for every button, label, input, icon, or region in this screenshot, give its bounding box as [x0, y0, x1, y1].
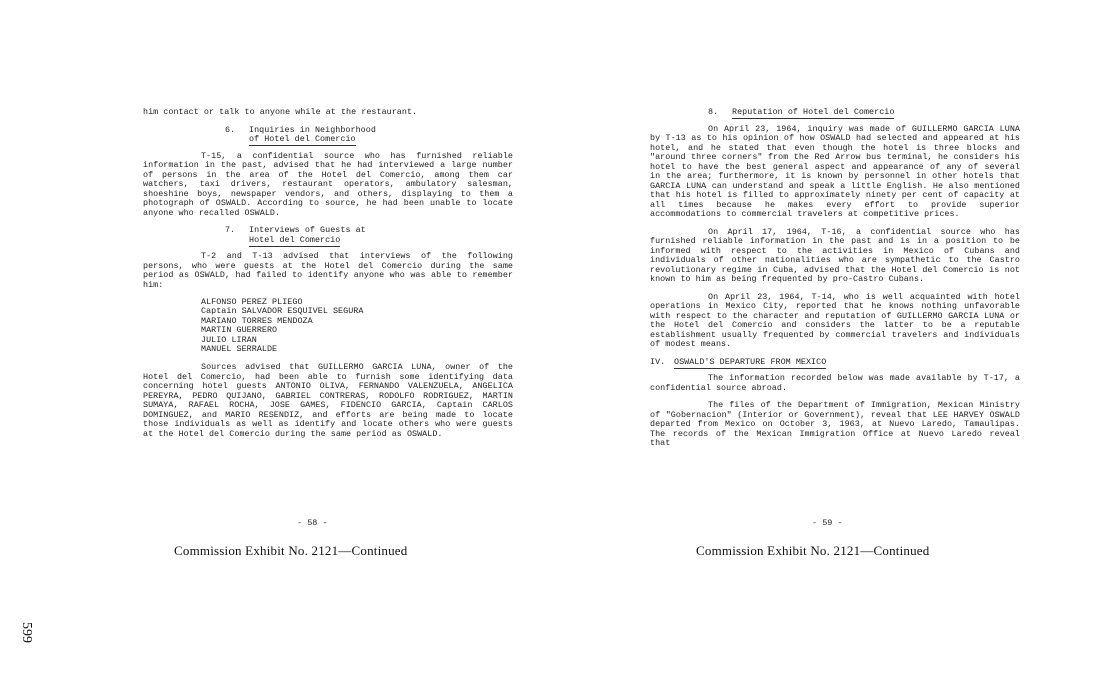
- section-8-title: Reputation of Hotel del Comercio: [732, 107, 895, 117]
- guest-name: JULIO LIRAN: [201, 334, 257, 345]
- volume-page-number: 599: [19, 622, 34, 643]
- section-6-title-line2: of Hotel del Comercio: [249, 134, 356, 144]
- paragraph-t15: T-15, a confidential source who has furnished reliable information in the past, advised that he had interviewed a large number of persons in the area of the Hotel del Comercio, among them car watchers, taxi drivers, restaurant operators, ambulatory salesman, shoeshine boys, newspaper vendors, and others, displaying to them a photograph of OSWALD. According to source, he had been unable to locate anyone who recalled OSWALD.: [143, 150, 513, 218]
- left-page: [143, 108, 513, 447]
- section-6-number: 6.: [225, 124, 236, 135]
- paragraph-april23-t13: On April 23, 1964, inquiry was made of GUILLERMO GARCIA LUNA by T-13 as to his opinion of how OSWALD had selected and appeared at his hotel, and he stated that even though the hotel is three blocks and "around three corners" from the Red Arrow bus terminal, he considers his hotel to have the best general aspect and appearance of any of several in the area; furthermore, it is known by personnel in other hotels that GARCIA LUNA can understand and speak a little English. He also mentioned that his hotel is filled to approximately ninety per cent of capacity at all times because he makes every effort to provide superior accommodations to commercial travelers at competitive prices.: [650, 123, 1020, 219]
- right-page: [650, 108, 1020, 457]
- paragraph-april17-t16: On April 17, 1964, T-16, a confidential source who has furnished reliable information in the past and is in a position to be informed with respect to the activities in Mexico of Cubans and individuals of other nationalities who are sympathetic to the Castro revolutionary regime in Cuba, advised that the Hotel del Comercio is not known to him as being frequented by pro-Castro Cubans.: [650, 226, 1020, 284]
- guest-name: MARTIN GUERRERO: [201, 325, 278, 336]
- paragraph-sources: Sources advised that GUILLERMO GARCIA LUNA, owner of the Hotel del Comercio, had been able to furnish some identifying data concerning hotel guests ANTONIO OLIVA, FERNANDO VALENZUELA, ANGELICA PEREYRA, PEDRO QUIJANO, GABRIEL CONTRERAS, RODOLFO RODRIGUEZ, MARTIN SUMAYA, RAFAEL ROCHA, JOSE GAMES, FIDENCIO GARCIA, Captain CARLOS DOMINGUEZ, and MARIO RESENDIZ, and efforts are being made to locate those individuals as well as identify and locate others who were guests at the Hotel del Comercio during the same period as OSWALD.: [143, 362, 513, 439]
- guest-name: MARIANO TORRES MENDOZA: [201, 315, 313, 326]
- left-page-number: - 58 -: [297, 518, 328, 528]
- paragraph-t2-t13: T-2 and T-13 advised that interviews of the following persons, who were guests at the Hotel del Comercio during the same period as OSWALD, had failed to identify anyone who was able to remember him:: [143, 251, 513, 290]
- section-7-heading: [143, 226, 513, 245]
- section-7-title-line1: Interviews of Guests at: [249, 225, 366, 235]
- section-6-heading: [143, 126, 513, 145]
- section-iv-title: OSWALD'S DEPARTURE FROM MEXICO: [674, 356, 827, 367]
- right-exhibit-label: Commission Exhibit No. 2121—Continued: [696, 543, 930, 558]
- section-iv-number: IV.: [650, 356, 666, 367]
- section-8-heading: [650, 108, 1020, 118]
- guest-name: MANUEL SERRALDE: [201, 344, 278, 355]
- guest-name-list: [143, 298, 513, 354]
- left-intro: him contact or talk to anyone while at the restaurant.: [143, 107, 418, 117]
- paragraph-immigration-files: The files of the Department of Immigration, Mexican Ministry of "Gobernacion" (Interior or Government), reveal that LEE HARVEY OSWALD departed from Mexico on October 3, 1963, at Nuevo Laredo, Tamaulipas. The records of the Mexican Immigration Office at Nuevo Laredo reveal that: [650, 400, 1020, 448]
- section-7-title-line2: Hotel del Comercio: [249, 234, 341, 245]
- section-iv-heading: [650, 358, 1020, 368]
- guest-name: Captain SALVADOR ESQUIVEL SEGURA: [201, 306, 364, 317]
- section-7-number: 7.: [225, 225, 236, 235]
- guest-name: ALFONSO PEREZ PLIEGO: [201, 297, 303, 307]
- right-page-number: - 59 -: [812, 518, 843, 528]
- left-exhibit-label: Commission Exhibit No. 2121—Continued: [174, 543, 408, 558]
- section-8-number: 8.: [708, 107, 719, 117]
- paragraph-april23-t14: On April 23, 1964, T-14, who is well acquainted with hotel operations in Mexico City, reported that he knows nothing unfavorable with respect to the character and reputation of GUILLERMO GARCIA LUNA or the Hotel del Comercio and considers the latter to be a reputable establishment usually frequented by commercial travelers and individuals of modest means.: [650, 291, 1020, 349]
- paragraph-t17: The information recorded below was made available by T-17, a confidential source abroad.: [650, 373, 1020, 393]
- section-6-title-line1: Inquiries in Neighborhood: [249, 124, 376, 135]
